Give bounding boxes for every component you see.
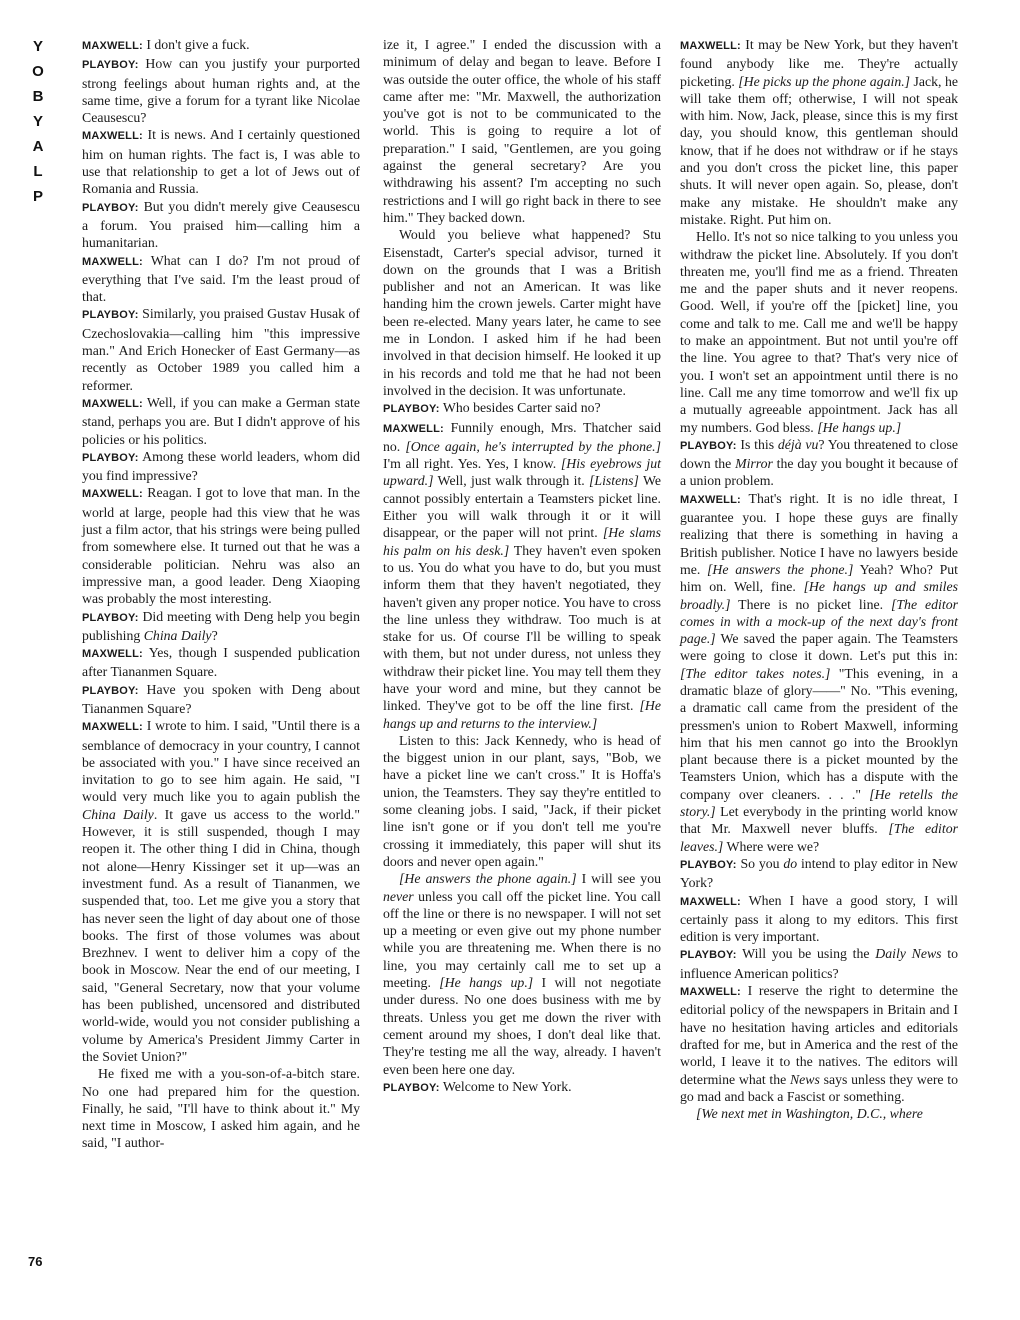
- body-text: the day you bought it because of a union problem.: [680, 456, 958, 489]
- speaker-label-maxwell: MAXWELL:: [82, 397, 143, 410]
- body-text: Funnily enough, Mrs. Thatcher said no.: [383, 419, 661, 454]
- italic-text: do: [783, 855, 798, 871]
- interview-paragraph: [680, 945, 958, 982]
- body-text: Yeah? Who? Put him on. Well, fine.: [680, 561, 958, 595]
- body-text: When I have a good story, I will certainly pass it along to my editors. This first edition is very important.: [680, 892, 958, 945]
- interview-paragraph: [82, 681, 360, 718]
- body-text: It may be New York, but they haven't found anybody like me. They're actually picketing.: [680, 37, 958, 89]
- interview-paragraph: [680, 1105, 958, 1122]
- body-text: How can you justify your purported strong feelings about human rights and, at the same time, give a forum for a tyrant like Nicolae Ceausescu?: [82, 56, 361, 126]
- speaker-label-maxwell: MAXWELL:: [82, 488, 143, 501]
- speaker-label-playboy: PLAYBOY:: [680, 439, 737, 452]
- speaker-label-maxwell: MAXWELL:: [680, 40, 741, 52]
- speaker-label-maxwell: MAXWELL:: [82, 648, 143, 661]
- body-text: Did meeting with Deng help you begin publishing: [82, 608, 360, 643]
- interview-paragraph: [383, 732, 661, 870]
- interview-paragraph: [383, 226, 661, 399]
- italic-text: [The editor takes notes.]: [680, 665, 831, 681]
- italic-text: [Once again, he's interrupted by the phone.]: [405, 438, 661, 454]
- body-text: Jack, he will take them off; otherwise, I will not speak with him. Now, Jack, please, since this is my first day, you should know, this gentleman should know, that if he does not withdraw or if he stays and you don't cross the picket line, this paper shuts. It will never open again. So, please, don't make any mistake. He shouldn't make any mistake. Right. Put him on.: [680, 73, 958, 227]
- speaker-label-playboy: PLAYBOY:: [82, 684, 139, 697]
- masthead-letter: A: [32, 138, 44, 155]
- speaker-label-maxwell: MAXWELL:: [383, 422, 444, 435]
- italic-text: [The editor comes in with a mock-up of the next day's front page.]: [680, 596, 958, 647]
- masthead-letter: Y: [32, 38, 43, 55]
- body-text: ? You threatened to close down the: [680, 436, 958, 472]
- italic-text: [He slams his palm on his desk.]: [383, 525, 661, 558]
- body-text: Is this: [740, 436, 778, 452]
- interview-paragraph: [680, 436, 958, 490]
- italic-text: [The editor leaves.]: [680, 821, 958, 854]
- body-text: So you: [740, 855, 784, 871]
- interview-paragraph: [82, 484, 360, 607]
- speaker-label-maxwell: MAXWELL:: [82, 130, 143, 143]
- body-text: There is no picket line.: [730, 596, 891, 612]
- speaker-label-playboy: PLAYBOY:: [383, 403, 440, 416]
- interview-paragraph: [82, 644, 360, 681]
- body-text: We saved the paper again. The Teamsters were going to close it down. Let's put this in:: [680, 631, 958, 664]
- body-text: Well, just walk through it.: [433, 473, 590, 489]
- body-text: . It gave us access to the world." However, it is still suspended, though I may reopen it. The other thing I did in China, though not alone—Henry Kissinger set it up—was an investment fund. As a result of Tiananmen, we suspended that, too. Let me give you a story that has never seen the light of day about one of those books. The first of those volumes was about Brezhnev. I went to deliver him a copy of the book in Moscow. Near the end of our meeting, I said, "General Secretary, now that your volume has been published, uncensored and distributed world-wide, would you not consider publishing a volume by America's President Jimmy Carter in the Soviet Union?": [82, 806, 360, 1064]
- body-text: Welcome to New York.: [442, 1078, 572, 1094]
- interview-paragraph: [82, 608, 360, 645]
- masthead-letter: Y: [32, 113, 43, 130]
- italic-text: [He retells the story.]: [680, 786, 959, 820]
- body-text: Among these world leaders, whom did you find impressive?: [82, 448, 360, 484]
- italic-text: China Daily: [143, 627, 212, 643]
- body-text: He fixed me with a you-son-of-a-bitch stare. No one had prepared him for the question. Finally, he said, "I'll have to think about it." My next time in Moscow, I asked him again, and he said, "I author-: [82, 1066, 360, 1151]
- body-text: What can I do? I'm not proud of everything that I've said. I'm the least proud of that.: [82, 252, 360, 305]
- italic-text: never: [383, 888, 414, 904]
- masthead-letter: P: [32, 188, 43, 205]
- text-column-3: [680, 36, 958, 1122]
- interview-paragraph: [82, 305, 360, 393]
- interview-paragraph: [383, 419, 661, 732]
- interview-paragraph: [680, 855, 958, 892]
- interview-paragraph: [82, 126, 360, 197]
- italic-text: [He hangs up and smiles broadly.]: [680, 579, 959, 612]
- body-text: It is news. And I certainly questioned him on human rights. The fact is, I was able to use that relationship to get a lot of Jews out of Romania and Russia.: [82, 127, 361, 197]
- speaker-label-maxwell: MAXWELL:: [680, 895, 741, 908]
- interview-paragraph: [383, 870, 661, 1078]
- italic-text: [He answers the phone.]: [707, 561, 854, 577]
- speaker-label-maxwell: MAXWELL:: [82, 721, 143, 734]
- body-text: unless you call off the picket line. You call off the line or there is no newspaper. I will not set up a meeting or even give out my phone number while you are threatening me. When there is no line, you may certainly call me to set up a meeting.: [383, 888, 661, 991]
- italic-text: [He hangs up.]: [439, 975, 534, 991]
- body-text: Hello. It's not so nice talking to you unless you withdraw the picket line. Absolutely. If you don't threaten me, you'll find me as a friend. Threaten me and the paper shuts and it never reopens. Good. Well, if you're off the [picket] line, you come and talk to me. Call me and we'll be happy to make an appointment. But not until you're off the line. You agree to that? That's very nice of you. I won't set an appointment until there is no line. Call me any time tomorrow and we'll fix up a mutually agreeable appointment. Jack has all my numbers. God bless.: [680, 229, 958, 435]
- interview-paragraph: [383, 399, 661, 418]
- italic-text: [We next met in Washington, D.C., where: [696, 1106, 923, 1122]
- page-number: 76: [28, 1254, 43, 1269]
- body-text: Yes, though I suspended publication after Tiananmen Square.: [82, 645, 361, 680]
- italic-text: [He hangs up and returns to the interview.]: [383, 698, 661, 731]
- masthead-letter: L: [33, 163, 43, 180]
- body-text: Similarly, you praised Gustav Husak of Czechoslovakia—calling him "this impressive man." And Erich Honecker of East Germany—as recently as October 1989 you called him a reformer.: [82, 306, 360, 393]
- italic-text: [Listens]: [589, 473, 639, 489]
- interview-paragraph: [82, 55, 360, 126]
- text-column-1: [82, 36, 360, 1152]
- interview-paragraph: [680, 490, 958, 855]
- body-text: I will see you: [576, 871, 661, 887]
- body-text: to influence American politics?: [680, 946, 959, 981]
- interview-paragraph: [680, 892, 958, 946]
- speaker-label-playboy: PLAYBOY:: [82, 59, 139, 72]
- speaker-label-playboy: PLAYBOY:: [82, 451, 139, 464]
- body-text: Have you spoken with Deng about Tiananmen Square?: [82, 681, 360, 716]
- body-text: I will not negotiate under duress. No one does business with me by threats. Unless you get me down the river with cement around my shoes, I don't deal like that. They're testing me all the way, already. I haven't even been here one day.: [383, 975, 661, 1077]
- interview-paragraph: [82, 252, 360, 306]
- italic-text: News: [789, 1071, 820, 1087]
- body-text: Let everybody in the printing world know that Mr. Maxwell never bluffs.: [680, 804, 958, 837]
- interview-paragraph: [680, 982, 958, 1105]
- body-text: We cannot possibly entertain a Teamsters picket line. Either you will walk through it or it will disappear, or the paper will not print.: [383, 473, 661, 541]
- italic-text: [He picks up the phone again.]: [738, 73, 911, 89]
- body-text: says unless they were to go mad and back a Fascist or something.: [680, 1071, 958, 1104]
- interview-paragraph: [680, 228, 958, 436]
- body-text: ize it, I agree." I ended the discussion with a minimum of delay and began to leave. Before I was outside the outer office, the whole of his staff came after me: "Mr. Maxwell, the authorization you've got is not to be communicated to the world. This is going to require a lot of preparation." I said, "Gentlemen, are you going against the general secretary? Are you withdrawing his assent? I'm accepting no such restrictions and I will go right back in there to see him." They backed down.: [383, 37, 661, 225]
- interview-paragraph: [383, 36, 661, 226]
- interview-paragraph: [82, 198, 360, 252]
- speaker-label-maxwell: MAXWELL:: [680, 986, 741, 999]
- interview-paragraph: [82, 394, 360, 448]
- body-text: Would you believe what happened? Stu Eisenstadt, Carter's special advisor, turned it down on the grounds that I was a British publisher and not an American. It was like handing him the crown jewels. Carter might have been re-elected. Many years later, he came to see me in London. I asked him if he had been involved in that decision himself. He looked it up in his records and told me that he had not been involved in the decision. It was unfortunate.: [383, 227, 661, 398]
- body-text: intend to play editor in New York?: [680, 855, 958, 891]
- body-text: Who besides Carter said no?: [442, 400, 601, 416]
- italic-text: Mirror: [735, 456, 773, 472]
- italic-text: déjà vu: [777, 436, 819, 452]
- italic-text: China Daily: [82, 806, 154, 822]
- masthead-letter: O: [32, 63, 44, 80]
- interview-paragraph: [82, 36, 360, 55]
- body-text: Well, if you can make a German state stand, perhaps you are. But I didn't approve of his policies or his politics.: [82, 394, 360, 447]
- speaker-label-playboy: PLAYBOY:: [82, 201, 139, 214]
- body-text: ?: [211, 627, 218, 643]
- body-text: Listen to this: Jack Kennedy, who is head of the biggest union in our plant, says, "Bob, we have a picket line we can't cross." It is Hoffa's union, the Teamsters. They say they're entitled to some cleaning jobs. I said, "Jack, if their picket line isn't gone or if you don't tell me you're crossing it immediately, this paper will shut its doors and never open again.": [383, 732, 661, 869]
- speaker-label-playboy: PLAYBOY:: [680, 858, 737, 871]
- speaker-label-maxwell: MAXWELL:: [82, 40, 143, 52]
- body-text: That's right. It is no idle threat, I guarantee you. I hope these guys are finally realizing that there is something in having a British publisher. Notice I have no lawyers beside me.: [680, 490, 959, 577]
- interview-paragraph: [82, 1065, 360, 1151]
- body-text: I'm all right. Yes. Yes, I know.: [383, 456, 561, 472]
- interview-paragraph: [383, 1078, 661, 1097]
- speaker-label-maxwell: MAXWELL:: [680, 493, 741, 506]
- body-text: Where were we?: [723, 838, 820, 854]
- masthead-letter: B: [32, 88, 44, 105]
- speaker-label-playboy: PLAYBOY:: [383, 1081, 440, 1094]
- italic-text: Daily News: [875, 946, 942, 962]
- italic-text: [His eyebrows jut upward.]: [383, 456, 661, 489]
- body-text: I reserve the right to determine the editorial policy of the newspapers in Britain and I have no hesitation having articles and editorials drafted for me, but in America and the rest of the world, I leave it to the natives. The editors will determine what the: [680, 983, 959, 1087]
- body-text: "This evening, in a dramatic blaze of glory——" No. "This evening, a dramatic call came from the president of the pressmen's union to Robert Maxwell, informing him that his men cannot go into the Brooklyn plant because there is a picket mounted by the Teamsters Union, which has a dispute with the company over cleaners. . . .": [680, 665, 958, 802]
- interview-paragraph: [82, 448, 360, 485]
- interview-paragraph: [82, 717, 360, 1065]
- speaker-label-playboy: PLAYBOY:: [680, 949, 737, 962]
- italic-text: [He answers the phone again.]: [399, 871, 577, 887]
- body-text: Reagan. I got to love that man. In the world at large, people had this view that he was just a film actor, that his strings were being pulled from somewhere else. It turned out that he was a considerable politician. Nehru was also an impressive man, a good leader. Deng Xiaoping was probably the most interesting.: [82, 485, 360, 607]
- italic-text: [He hangs up.]: [817, 419, 902, 435]
- body-text: I don't give a fuck.: [146, 37, 250, 52]
- text-column-2: [383, 36, 661, 1097]
- speaker-label-maxwell: MAXWELL:: [82, 255, 143, 268]
- interview-paragraph: [680, 36, 958, 228]
- body-text: I wrote to him. I said, "Until there is a semblance of democracy in your country, I cannot be associated with you." I have since received an invitation to go to see him again. He said, "I would very much like you to again publish the: [82, 718, 361, 805]
- masthead: [24, 34, 52, 209]
- body-text: But you didn't merely give Ceausescu a forum. You praised him—calling him a humanitarian.: [82, 198, 360, 251]
- body-text: They haven't even spoken to us. You do what you have to do, but you must inform them that they haven't negotiated, they haven't given any proper notice. You have to cross the line unless they withdraw. Too much is at stake for us. Of course I'll be willing to speak with them, but not under duress, not unless they withdraw their picket line. You may tell them they have your word and mine, but they cannot be linked. They've got to be off the line first.: [383, 542, 661, 714]
- body-text: Will you be using the: [742, 946, 876, 962]
- speaker-label-playboy: PLAYBOY:: [82, 611, 139, 624]
- speaker-label-playboy: PLAYBOY:: [82, 309, 139, 322]
